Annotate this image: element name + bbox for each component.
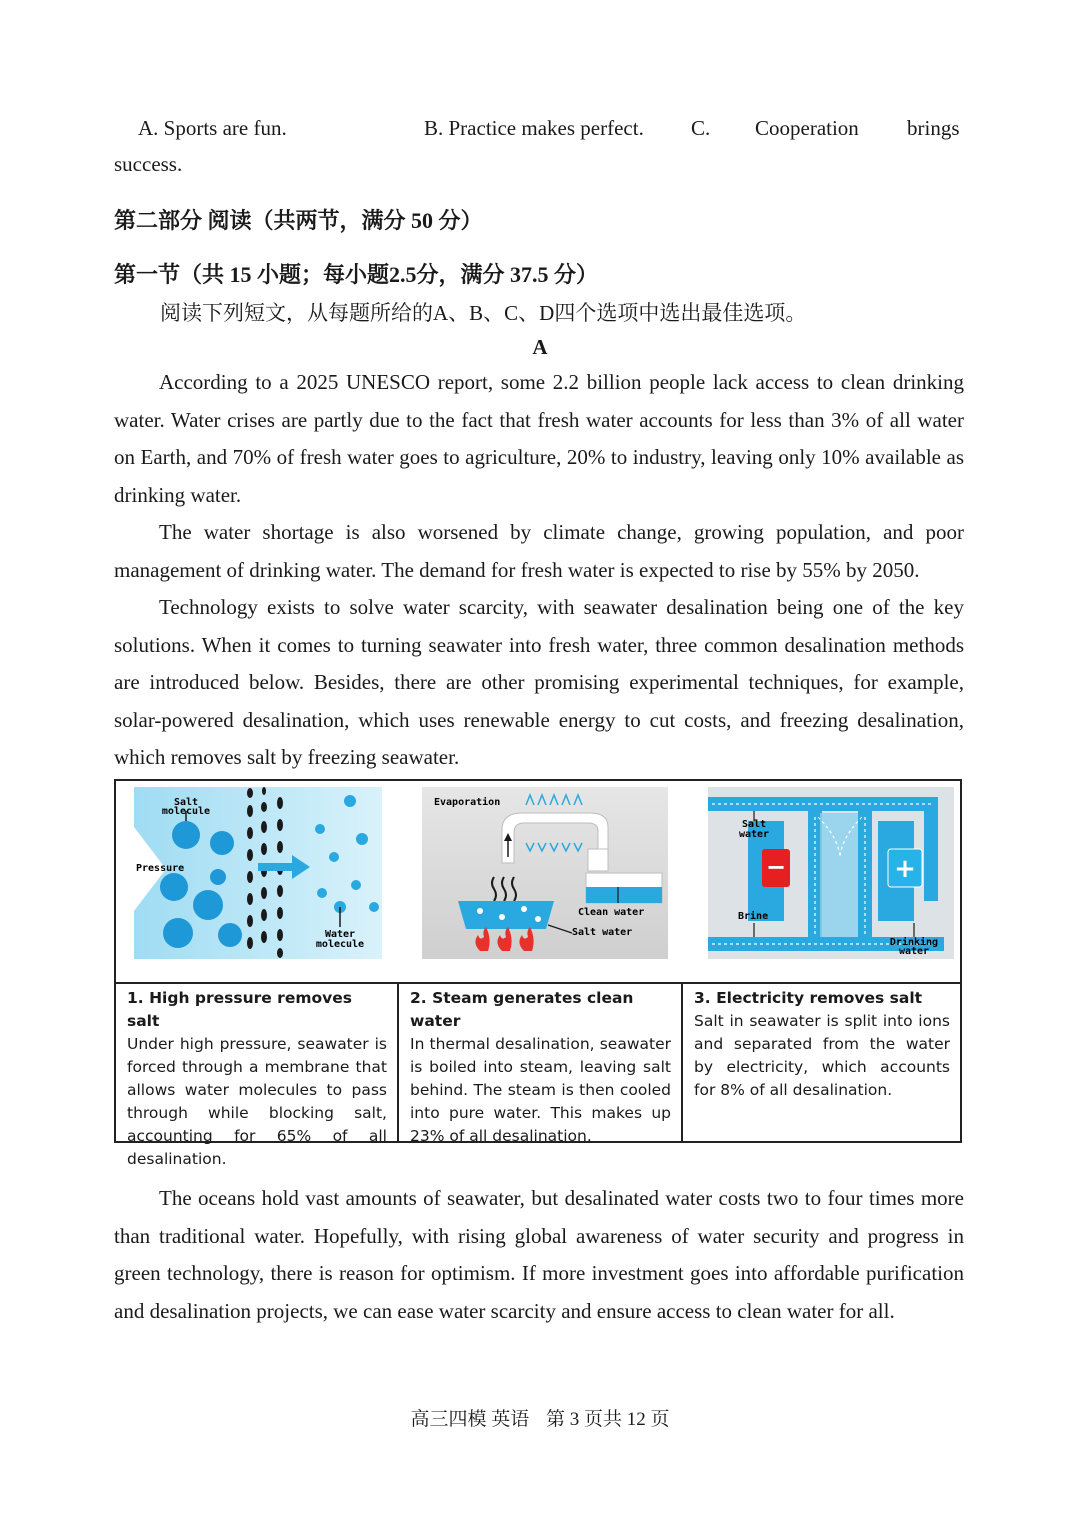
paragraph-1: According to a 2025 UNESCO report, some 2.2 billion people lack access to clean drinking water. Water crises are partly due to the fact that fresh water accounts for less than 3% of all water on Earth, and 70% of fresh water goes to agriculture, 20% to industry, leaving only 10% available as drinking water. — [114, 370, 964, 507]
water-molecule-label-1: Water — [324, 929, 356, 940]
paragraph-2: The water shortage is also worsened by climate change, growing population, and poor management of drinking water. The demand for fresh water is expected to rise by 55% by 2050. — [114, 520, 964, 582]
option-c-letter: C. — [691, 116, 711, 140]
options-line — [114, 114, 964, 146]
clean-water-label: Clean water — [578, 907, 645, 918]
clean-water — [586, 887, 662, 903]
paragraph-4: The oceans hold vast amounts of seawater, but desalinated water costs two to four times more than traditional water. Hopefully, with rising global awareness of water security and progress in green technology, there is reason for optimism. If more investment goes into affordable purification and desalination projects, we can ease water scarcity and ensure access to clean water for all. — [114, 1186, 964, 1323]
option-a: A. Sports are fun. — [138, 116, 287, 140]
salt-water-label-1: Salt — [741, 819, 767, 830]
page-footer — [0, 1404, 1080, 1431]
instruction: 阅读下列短文，从每题所给的A、B、C、D四个选项中选出最佳选项。 — [160, 301, 807, 325]
method-2 — [399, 984, 683, 1143]
method-descriptions — [116, 982, 960, 1168]
passage-letter: A — [532, 335, 548, 359]
salt-water-label-2: water — [738, 829, 770, 840]
desalination-figure — [114, 779, 962, 1168]
method-1 — [116, 984, 399, 1168]
drinking-water-label-2: water — [898, 946, 930, 957]
reverse-osmosis-illustration — [134, 787, 382, 959]
panel-high-pressure — [134, 787, 382, 959]
option-c-word2: brings — [907, 116, 960, 140]
evaporation-label: Evaporation — [434, 797, 501, 808]
footer-title: 高三四模 英语 — [410, 1409, 530, 1430]
method-2-title: 2. Steam generates clean water — [410, 989, 634, 1030]
option-c-continued: success. — [114, 152, 183, 176]
salt-water-label: Salt water — [572, 927, 633, 938]
method-3-title: 3. Electricity removes salt — [694, 989, 923, 1007]
option-b: B. Practice makes perfect. — [424, 116, 644, 140]
panel-steam — [422, 787, 668, 959]
section1-heading: 第一节（共 15 小题；每小题2.5分，满分 37.5 分） — [114, 262, 599, 287]
salt-molecule-label-2: molecule — [161, 806, 211, 817]
method-3-body: Salt in seawater is split into ions and separated from the water by electricity, which accounts for 8% of all desalination. — [694, 1012, 950, 1099]
footer-page-number: 第 3 页共 12 页 — [546, 1409, 670, 1430]
pressure-label: Pressure — [136, 863, 185, 874]
option-c-word1: Cooperation — [755, 116, 859, 140]
condenser-outlet — [588, 849, 608, 871]
water-molecule-label-2: molecule — [315, 939, 365, 950]
figure-illustrations — [116, 781, 960, 983]
minus-sign: − — [765, 853, 787, 881]
brine-label: Brine — [738, 911, 769, 922]
passage-top — [114, 364, 964, 777]
pipe-highlights — [820, 813, 858, 937]
salt-water-basin — [458, 901, 554, 929]
method-2-body: In thermal desalination, seawater is boiled into steam, leaving salt behind. The steam is then cooled into pure water. This makes up 23% of all desalination. — [410, 1035, 671, 1145]
method-3 — [683, 984, 960, 1143]
drinking-water-label-1: Drinking — [889, 937, 939, 948]
thermal-desalination-illustration — [422, 787, 668, 959]
salt-molecule-label-1: Salt — [173, 797, 199, 808]
method-1-body: Under high pressure, seawater is forced through a membrane that allows water molecules to pass through while blocking salt, accounting for 65% of all desalination. — [127, 1035, 387, 1168]
plus-sign: + — [894, 854, 916, 884]
paragraph-3: Technology exists to solve water scarcity, with seawater desalination being one of the key solutions. When it comes to turning seawater into fresh water, three common desalination methods are introduced below. Besides, there are other promising experimental techniques, for example, solar-powered desalination, which uses renewable energy to cut costs, and freezing desalination, which removes salt by freezing seawater. — [114, 595, 964, 769]
method-1-title: 1. High pressure removes salt — [127, 989, 352, 1030]
electrodialysis-illustration — [708, 787, 954, 959]
passage-bottom — [114, 1180, 964, 1330]
part2-heading: 第二部分 阅读（共两节，满分 50 分） — [114, 208, 483, 233]
panel-electricity — [708, 787, 954, 959]
